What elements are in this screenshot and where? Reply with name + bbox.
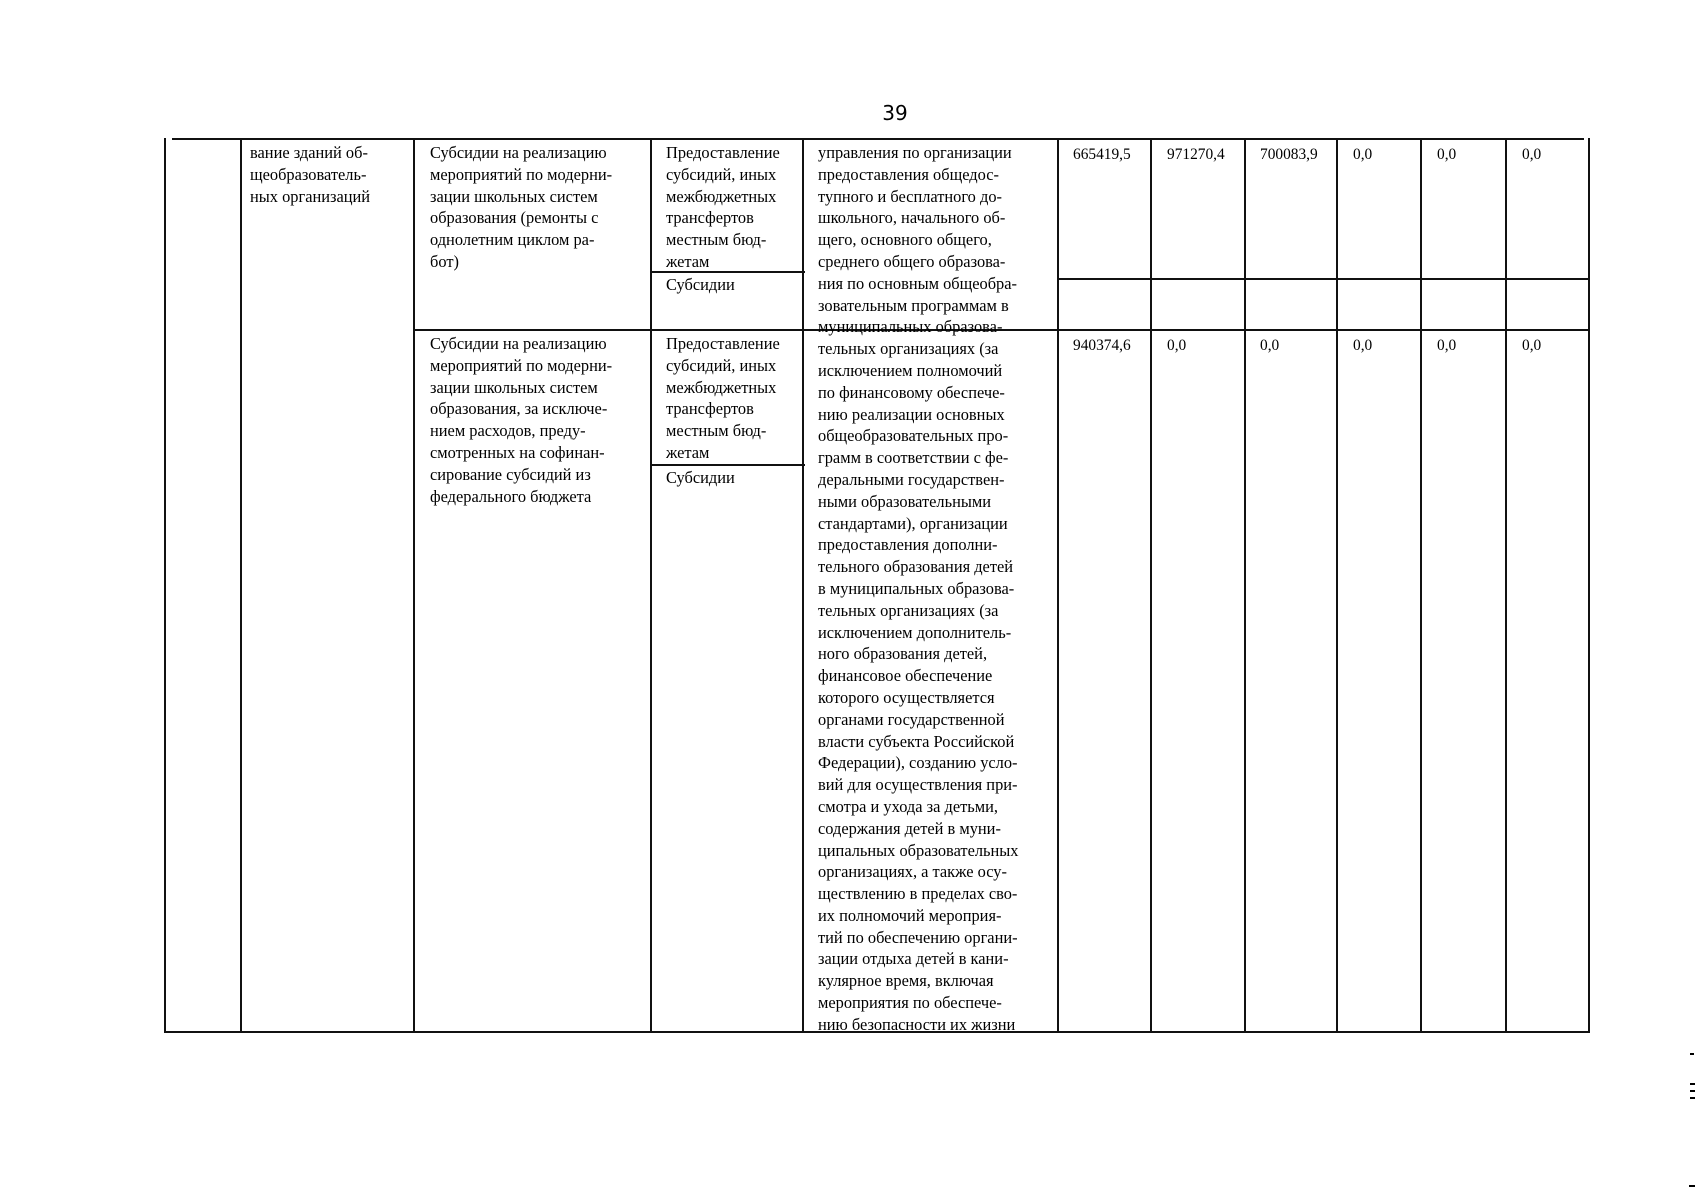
mechanism-subsidy-1: Субсидии bbox=[666, 275, 735, 294]
text-line: тельных организациях (за bbox=[818, 600, 999, 620]
col-divider-7 bbox=[1244, 138, 1246, 1033]
text-line: которого осуществляется bbox=[818, 687, 995, 707]
text-line: образования (ремонты с bbox=[430, 208, 599, 228]
text-line: бот) bbox=[430, 251, 459, 271]
col-divider-10 bbox=[1505, 138, 1507, 1033]
value-cell: 971270,4 bbox=[1167, 146, 1225, 163]
text-line: нию реализации основных bbox=[818, 404, 1005, 424]
col-divider-4 bbox=[802, 138, 804, 1033]
values-row-divider bbox=[1057, 278, 1589, 280]
text-line: зации отдыха детей в кани- bbox=[818, 949, 1009, 969]
text-line: по финансовому обеспече- bbox=[818, 382, 1005, 402]
text-line: их полномочий мероприя- bbox=[818, 905, 1002, 925]
text-line: ных организаций bbox=[250, 186, 371, 206]
text-line: содержания детей в муни- bbox=[818, 818, 1001, 838]
text-line: субсидий, иных bbox=[666, 355, 777, 375]
text-line: трансфертов bbox=[666, 399, 754, 419]
text-line: жетам bbox=[666, 251, 710, 271]
text-line: в муниципальных образова- bbox=[818, 578, 1015, 598]
col-divider-3 bbox=[650, 138, 652, 1033]
text-line: школьного, начального об- bbox=[818, 208, 1006, 228]
text-line: исключением полномочий bbox=[818, 360, 1003, 380]
text-line: тий по обеспечению органи- bbox=[818, 927, 1018, 947]
object-name-cell bbox=[250, 142, 370, 207]
text-line: сирование субсидий из bbox=[430, 464, 591, 484]
text-line: местным бюд- bbox=[666, 421, 767, 441]
text-line: ния по основным общеобра- bbox=[818, 273, 1017, 293]
value-cell: 0,0 bbox=[1260, 337, 1280, 354]
text-line: деральными государствен- bbox=[818, 469, 1005, 489]
text-line: межбюджетных bbox=[666, 186, 777, 206]
mechanism-divider-2 bbox=[652, 464, 805, 466]
budget-table bbox=[164, 138, 1594, 1037]
mechanism-cell-2 bbox=[666, 333, 780, 464]
text-line: федерального бюджета bbox=[430, 486, 592, 506]
text-line: зации школьных систем bbox=[430, 377, 598, 397]
text-line: местным бюд- bbox=[666, 230, 767, 250]
col-divider-8 bbox=[1336, 138, 1338, 1033]
col-divider-6 bbox=[1150, 138, 1152, 1033]
text-line: зации школьных систем bbox=[430, 186, 598, 206]
value-cell: 0,0 bbox=[1522, 337, 1542, 354]
text-line: Предоставление bbox=[666, 334, 780, 353]
text-line: Федерации), созданию усло- bbox=[818, 753, 1018, 773]
text-line: нию безопасности их жизни bbox=[818, 1014, 1016, 1034]
text-line: тупного и бесплатного до- bbox=[818, 186, 1002, 206]
text-line: среднего общего образова- bbox=[818, 251, 1006, 271]
value-cell: 700083,9 bbox=[1260, 146, 1318, 163]
col-divider-5 bbox=[1057, 138, 1059, 1033]
task-description-cell bbox=[818, 142, 1019, 1036]
page-number: 39 bbox=[882, 101, 908, 125]
text-line: финансовое обеспечение bbox=[818, 666, 993, 686]
scan-mark bbox=[1690, 1090, 1695, 1092]
text-line: мероприятия по обеспече- bbox=[818, 993, 1002, 1013]
col-divider-9 bbox=[1420, 138, 1422, 1033]
value-cell: 0,0 bbox=[1522, 146, 1542, 163]
text-line: ципальных образовательных bbox=[818, 840, 1019, 860]
text-line: муниципальных образова- bbox=[818, 317, 1003, 337]
text-line: предоставления общедос- bbox=[818, 164, 999, 184]
scan-mark bbox=[1689, 1185, 1695, 1187]
value-cell: 0,0 bbox=[1167, 337, 1187, 354]
col-divider-2 bbox=[413, 138, 415, 1033]
text-line: грамм в соответствии с фе- bbox=[818, 448, 1009, 468]
text-line: щего, основного общего, bbox=[818, 230, 992, 250]
table-top-border bbox=[172, 138, 1584, 140]
text-line: власти субъекта Российской bbox=[818, 731, 1015, 751]
value-cell: 0,0 bbox=[1437, 146, 1457, 163]
text-line: управления по организации bbox=[818, 143, 1012, 162]
value-cell: 0,0 bbox=[1353, 146, 1373, 163]
text-line: организациях, а также осу- bbox=[818, 862, 1007, 882]
text-line: Предоставление bbox=[666, 143, 780, 162]
value-cell: 940374,6 bbox=[1073, 337, 1131, 354]
text-line: смотра и ухода за детьми, bbox=[818, 796, 998, 816]
text-line: кулярное время, включая bbox=[818, 971, 994, 991]
mechanism-subsidy-2: Субсидии bbox=[666, 468, 735, 487]
table-right-border bbox=[1588, 138, 1590, 1033]
value-cell: 0,0 bbox=[1437, 337, 1457, 354]
text-line: однолетним циклом ра- bbox=[430, 230, 595, 250]
measure-cell-2 bbox=[430, 333, 612, 507]
table-left-border bbox=[164, 138, 166, 1033]
scan-mark bbox=[1690, 1083, 1695, 1085]
value-cell: 665419,5 bbox=[1073, 146, 1131, 163]
text-line: ного образования детей, bbox=[818, 644, 988, 664]
text-line: зовательным программам в bbox=[818, 295, 1009, 315]
text-line: вание зданий об- bbox=[250, 143, 368, 162]
text-line: исключением дополнитель- bbox=[818, 622, 1012, 642]
text-line: жетам bbox=[666, 442, 710, 462]
text-line: субсидий, иных bbox=[666, 164, 777, 184]
text-line: тельного образования детей bbox=[818, 557, 1014, 577]
text-line: ществлению в пределах сво- bbox=[818, 884, 1018, 904]
text-line: щеобразователь- bbox=[250, 164, 367, 184]
text-line: мероприятий по модерни- bbox=[430, 164, 613, 184]
text-line: трансфертов bbox=[666, 208, 754, 228]
text-line: вий для осуществления при- bbox=[818, 775, 1018, 795]
scan-mark bbox=[1690, 1097, 1695, 1099]
text-line: межбюджетных bbox=[666, 377, 777, 397]
measure-cell-1 bbox=[430, 142, 612, 273]
scan-mark bbox=[1690, 1053, 1694, 1055]
text-line: смотренных на софинан- bbox=[430, 442, 605, 462]
text-line: органами государственной bbox=[818, 709, 1005, 729]
text-line: предоставления дополни- bbox=[818, 535, 998, 555]
value-cell: 0,0 bbox=[1353, 337, 1373, 354]
text-line: мероприятий по модерни- bbox=[430, 355, 613, 375]
text-line: тельных организациях (за bbox=[818, 339, 999, 359]
text-line: ными образовательными bbox=[818, 491, 991, 511]
text-line: нием расходов, преду- bbox=[430, 421, 586, 441]
col-divider-1 bbox=[240, 138, 242, 1033]
mechanism-cell-1 bbox=[666, 142, 780, 273]
text-line: общеобразовательных про- bbox=[818, 426, 1009, 446]
text-line: образования, за исключе- bbox=[430, 399, 608, 419]
text-line: Субсидии на реализацию bbox=[430, 334, 607, 353]
text-line: Субсидии на реализацию bbox=[430, 143, 607, 162]
text-line: стандартами), организации bbox=[818, 513, 1008, 533]
